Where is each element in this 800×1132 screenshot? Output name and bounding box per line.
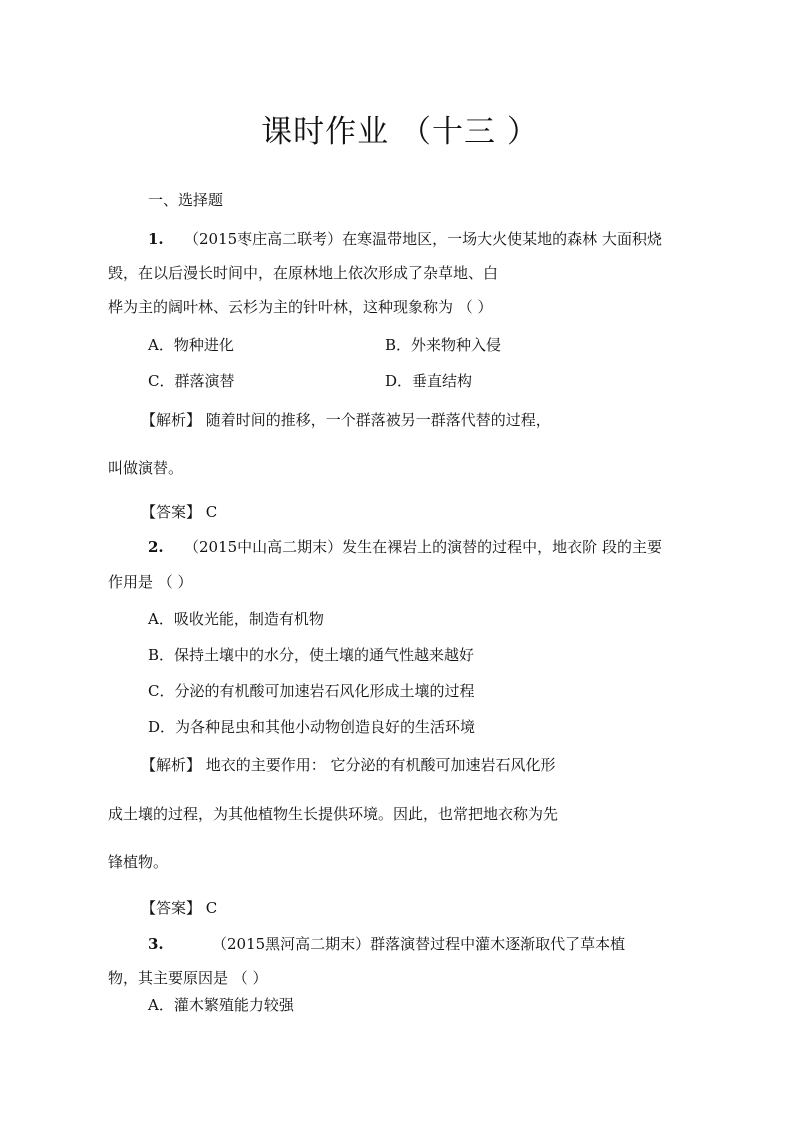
option-a: A．吸收光能，制造有机物 — [148, 610, 324, 628]
question-stem: 毁，在以后漫长时间中，在原林地上依次形成了杂草地、白 — [108, 264, 499, 282]
answer: 【答案】 C — [141, 503, 218, 521]
analysis: 【解析】 地衣的主要作用： 它分泌的有机酸可加速岩石风化形 — [141, 756, 556, 774]
option-c: C．群落演替 — [148, 372, 235, 390]
option-b: B．外来物种入侵 — [385, 336, 502, 354]
analysis: 锋植物。 — [108, 853, 169, 871]
option-d: D．垂直结构 — [385, 372, 473, 390]
option-a: A．物种进化 — [148, 336, 234, 354]
option-a: A．灌木繁殖能力较强 — [148, 996, 294, 1014]
question-number: 1. — [148, 230, 164, 248]
question-number: 2. — [148, 538, 164, 556]
answer: 【答案】 C — [141, 899, 218, 917]
option-b: B．保持土壤中的水分，使土壤的通气性越来越好 — [148, 646, 475, 664]
analysis: 成土壤的过程，为其他植物生长提供环境。因此，也常把地衣称为先 — [108, 805, 559, 823]
question-stem: 作用是 （ ） — [108, 573, 193, 591]
question-stem: 物，其主要原因是 （ ） — [108, 969, 268, 987]
question-stem: （2015枣庄高二联考）在寒温带地区，一场大火使某地的森林 大面积烧 — [184, 230, 662, 248]
question-stem: （2015中山高二期末）发生在裸岩上的演替的过程中，地衣阶 段的主要 — [184, 538, 662, 556]
question-stem: （2015黑河高二期末）群落演替过程中灌木逐渐取代了草本植 — [212, 935, 626, 953]
question-number: 3. — [148, 935, 164, 953]
section-heading: 一、选择题 — [148, 191, 224, 209]
analysis: 叫做演替。 — [108, 459, 184, 477]
page-title: 课时作业 （十三 ） — [261, 114, 539, 150]
question-stem: 桦为主的阔叶林、云杉为主的针叶林，这种现象称为 （ ） — [108, 298, 493, 316]
analysis: 【解析】 随着时间的推移，一个群落被另一群落代替的过程， — [141, 411, 551, 429]
option-c: C．分泌的有机酸可加速岩石风化形成土壤的过程 — [148, 682, 475, 700]
option-d: D．为各种昆虫和其他小动物创造良好的生活环境 — [148, 718, 476, 736]
